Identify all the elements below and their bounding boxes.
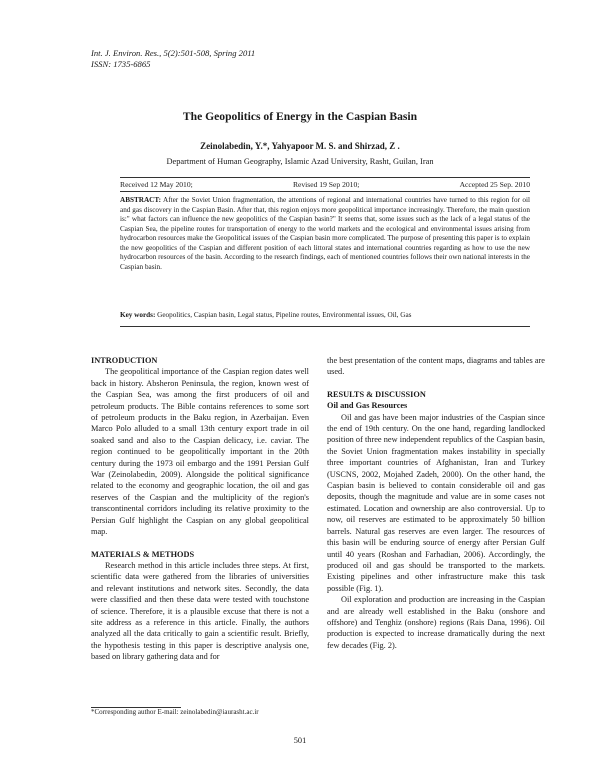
divider-keywords (120, 326, 530, 327)
paper-title: The Geopolitics of Energy in the Caspian Basin (182, 110, 418, 123)
keywords (120, 311, 530, 321)
keywords-label: Key words: (120, 311, 156, 319)
results-subheading: Oil and Gas Resources (327, 401, 408, 411)
paper-authors: Zeinolabedin, Y.*, Yahyapoor M. S. and Shirzad, Z . (200, 141, 400, 151)
keywords-text: Geopolitics, Caspian basin, Legal status, Pipeline routes, Environmental issues, Oil, Gas (157, 311, 412, 319)
right-column (327, 355, 545, 651)
dates-row (120, 180, 530, 189)
methods-continued: the best presentation of the content maps, diagrams and tables are used. (327, 356, 545, 377)
footnote: *Corresponding author E-mail: zeinolabedin@iaurasht.ac.ir (91, 708, 259, 716)
journal-issn: ISSN: 1735-6865 (91, 59, 151, 69)
date-accepted: Accepted 25 Sep. 2010 (459, 180, 530, 189)
results-heading: RESULTS & DISCUSSION (327, 389, 426, 399)
intro-paragraph: The geopolitical importance of the Caspian region dates well back in history. Absheron Peninsula, the region, known west of the Caspian Sea, was among the first producers of oil and petroleum products. The Bible contains references to some sort of petroleum products in the Baku region, in Azerbaijan. Even Marco Polo alluded to a small 13th century export trade in oil soaked sand and also to the Caspian delicacy, i.e. caviar. The region continued to be geopolitically important in the 20th century during the 1973 oil embargo and the 1991 Persian Gulf War (Zeinolabedin, 2009). Alongside the political significance related to the economy and geographic location, the oil and gas reserves of the Caspian and the multiplicity of the region's transcontinental corridors including its relative proximity to the Persian Gulf highlight the Caspian on any global geopolitical map. (91, 367, 309, 537)
results-paragraph-2: Oil exploration and production are increasing in the Caspian and are already well established in the Baku (onshore and offshore) and Tenghiz (onshore) regions (Rais Dana, 1996). Oil production is expected to increase dramatically during the next few decades (Fig. 2). (327, 595, 545, 650)
date-received: Received 12 May 2010; (120, 180, 193, 189)
abstract (120, 196, 530, 272)
intro-heading: INTRODUCTION (91, 356, 158, 365)
divider-top (120, 177, 530, 178)
date-revised: Revised 19 Sep 2010; (292, 180, 360, 189)
methods-heading: MATERIALS & METHODS (91, 549, 195, 559)
journal-citation: Int. J. Environ. Res., 5(2):501-508, Spring 2011 (91, 48, 256, 58)
abstract-text: After the Soviet Union fragmentation, the attentions of regional and international countries have turned to this region for oil and gas discovery in the Caspian Basin. After that, this region enjoys more geopolitical importance increasingly. Therefore, the main question is:" what factors can influence the new geopolitics of the Caspian basin?" It seems that, some issues such as the lack of a legal status of the Caspian Sea, the pipeline routes for transportation of energy to the world markets and the ecological and environmental issues arising from hydrocarbon resources make the Geopolitical issues of the Caspian basin more complicated. The purpose of presenting this paper is to explain the new geopolitics of the Caspian and different position of each littoral states and international countries regarding as how to use the new hydrocarbon resources of the basin. According to the research findings, each of mentioned countries follows their own national interests in the Caspian basin. (120, 196, 530, 271)
methods-paragraph: Research method in this article includes three steps. At first, scientific data were gathered from the libraries of universities and relevant institutions and network sites. Secondly, the data were classified and then these data were tested with touchstone of science. Therefore, it is a plausible excuse that there is not a site address as a reference in this article. Finally, the authors analyzed all the data critically to gain a scientific result. Briefly, the hypothesis testing in this paper is descriptive analysis one, based on library gathering data and for (91, 560, 309, 662)
left-column (91, 355, 309, 663)
page-number: 501 (293, 736, 307, 745)
results-paragraph-1: Oil and gas have been major industries of the Caspian since the end of 19th century. On the one hand, regarding landlocked position of three new independent republics of the Caspian basin, the Soviet Union fragmentation makes instability in specially three important countries of Afghanistan, Iran and Turkey (USCNS, 2002, Mojahed Zadeh, 2000). On the other hand, the Caspian basin is believed to contain considerable oil and gas deposits, though the magnitude and value are in some cases not estimated. Location and ownership are also controversial. Up to now, oil reserves are estimated to be approximately 50 billion barrels. Natural gas reserves are even larger. The resources of this basin will be enduring source of energy after Persian Gulf until 40 years (Roshan and Farhadian, 2006). Accordingly, the produced oil and gas should be transported to the markets. Existing pipelines and other infrastructure make this task possible (Fig. 1). (327, 412, 545, 593)
author-affiliation: Department of Human Geography, Islamic Azad University, Rasht, Guilan, Iran (166, 157, 434, 166)
divider-dates (120, 191, 530, 192)
journal-header (91, 48, 255, 70)
abstract-label: ABSTRACT: (120, 196, 162, 204)
